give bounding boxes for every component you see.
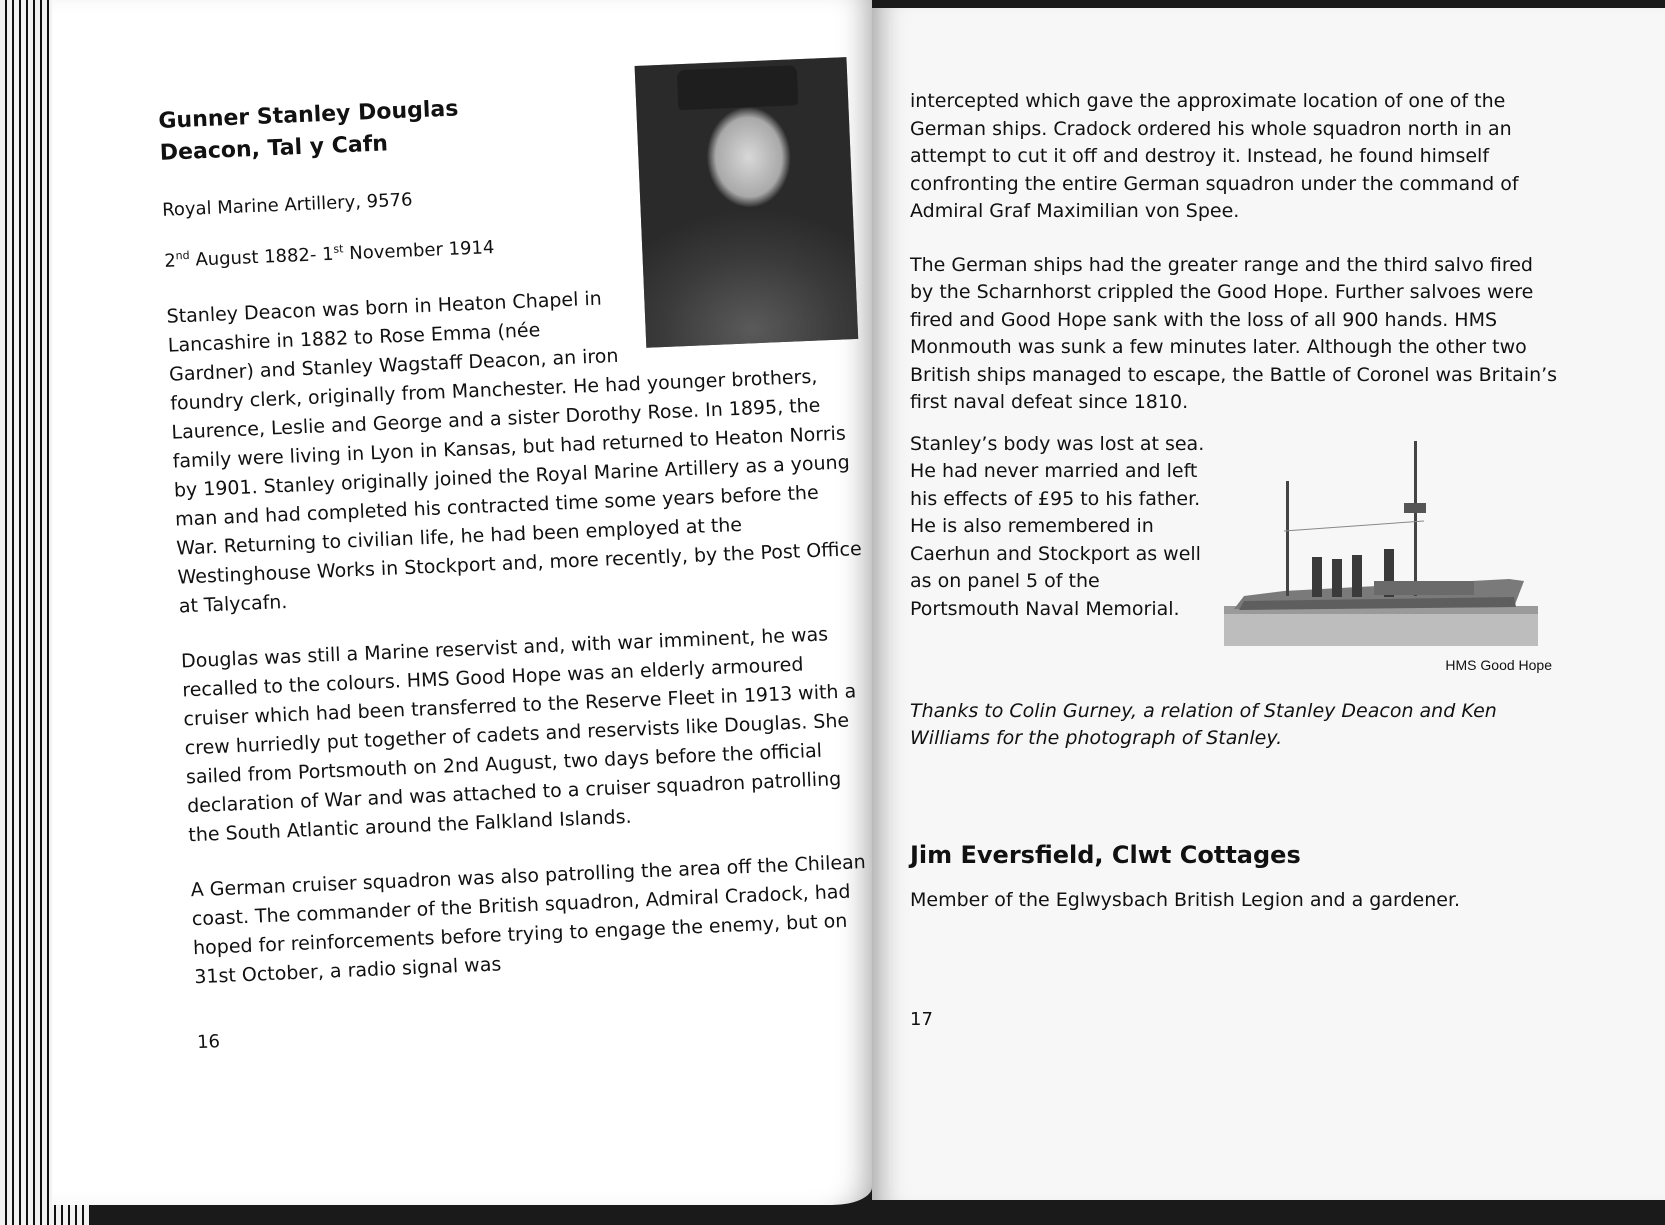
- ship-caption: HMS Good Hope: [1445, 656, 1552, 673]
- ship-photo: [1224, 431, 1538, 646]
- ship-section: [910, 431, 1560, 673]
- page-title: Gunner Stanley Douglas Deacon, Tal y Cafn: [157, 96, 459, 166]
- page-number-left: 16: [196, 1031, 221, 1054]
- recall-paragraph: Douglas was still a Marine reservist and, with war imminent, he was recalled to the colours. HMS Good Hope was an elderly armoured cruiser which had been transferred to the Reserve Fleet in 1913 with a crew hurriedly put together of cadets and reservists like Douglas. She sailed from Portsmouth on 2nd August, two days before the official declaration of War and was attached to a cruiser squadron patrolling the South Atlantic around the Falkland Islands.: [180, 623, 857, 847]
- entry-title: Jim Eversfield, Clwt Cottages: [910, 840, 1301, 869]
- date-line: 2nd August 1882- 1st November 1914: [163, 237, 495, 272]
- soldier-cap: [677, 65, 799, 110]
- service-line: Royal Marine Artillery, 9576: [161, 189, 413, 221]
- soldier-photo: [635, 57, 859, 348]
- german-squadron-paragraph: A German cruiser squadron was also patrolling the area off the Chilean coast. The commander of the British squadron, Admiral Cradock, had hoped for reinforcements before trying to engage the enemy, but on 31st October, a radio signal was: [190, 851, 867, 989]
- battle-paragraph: The German ships had the greater range and the third salvo fired by the Scharnhorst crippled the Good Hope. Further salvoes were fired and Good Hope sank with the loss of all 900 hands. HMS Monmouth was sunk a few minutes later. Although the other two British ships managed to escape, the Battle of Coronel was Britain’s first naval defeat since 1810.: [910, 253, 1558, 413]
- acknowledgement: Thanks to Colin Gurney, a relation of Stanley Deacon and Ken Williams for the photograph of Stanley.: [910, 699, 1497, 749]
- right-page: [872, 8, 1665, 1200]
- left-page: [52, 0, 872, 1205]
- page-number-right: 17: [910, 1008, 933, 1030]
- memorial-paragraph: Stanley’s body was lost at sea. He had never married and left his effects of £95 to his father. He is also remembered in Caerhun and Stockport as well as on panel 5 of the Portsmouth Naval Memorial.: [910, 432, 1205, 620]
- interception-paragraph: intercepted which gave the approximate location of one of the German ships. Cradock ordered his whole squadron north in an attempt to cut it off and destroy it. Instead, he found himself confronting the entire German squadron under the command of Admiral Graf Maximilian von Spee.: [910, 90, 1519, 222]
- biography-paragraph: Stanley Deacon was born in Heaton Chapel in Lancashire in 1882 to Rose Emma (née Gardner) and Stanley Wagstaff Deacon, an iron foundry clerk, originally from Manchester. He had younger brothers, Laurence, Leslie and George and a sister Dorothy Rose. In 1895, the family were living in Lyon in Kansas, but had returned to Heaton Norris by 1901. Stanley originally joined the Royal Marine Artillery as a young man and had completed his contracted time some years before the War. Returning to civilian life, he had been employed at the Westinghouse Works in Stockport and, more recently, by the Post Office at Talycafn.: [166, 287, 863, 618]
- entry-body: Member of the Eglwysbach British Legion and a gardener.: [910, 888, 1461, 911]
- left-page-content: [157, 57, 872, 1053]
- right-page-content: [910, 88, 1560, 1030]
